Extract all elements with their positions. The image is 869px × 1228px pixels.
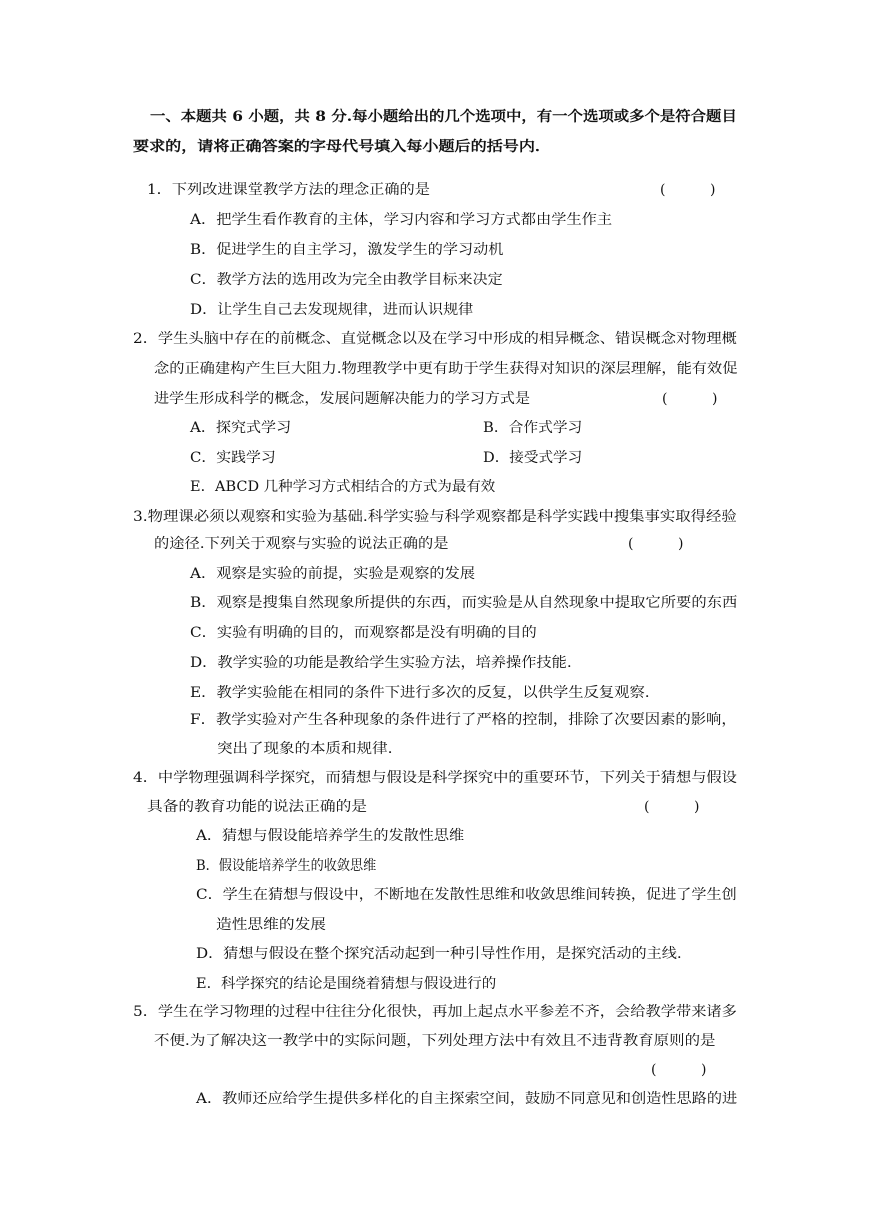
question-4-answer-blank[interactable]: ( ): [644, 799, 700, 815]
question-4-option-c-continued: 造性思维的发展: [216, 917, 326, 933]
question-3-stem-line-1: 3.物理课必须以观察和实验为基础.科学实验与科学观察都是科学实践中搜集事实取得经验: [133, 509, 737, 525]
question-1-option-d: D．让学生自己去发现规律，进而认识规律: [190, 302, 474, 318]
question-5-answer-blank[interactable]: ( ): [651, 1062, 707, 1078]
question-3-option-c: C．实验有明确的目的，而观察都是没有明确的目的: [190, 625, 537, 641]
question-3-option-a: A．观察是实验的前提，实验是观察的发展: [190, 566, 476, 582]
question-2-stem-line-3: 进学生形成科学的概念，发展问题解决能力的学习方式是: [154, 391, 530, 407]
question-2-option-e: E．ABCD 几种学习方式相结合的方式为最有效: [190, 479, 496, 495]
question-5-option-a: A．教师还应给学生提供多样化的自主探索空间，鼓励不同意见和创造性思路的进: [196, 1091, 738, 1107]
question-4-option-e: E．科学探究的结论是围绕着猜想与假设进行的: [196, 976, 497, 992]
question-3-option-b: B．观察是搜集自然现象所提供的东西，而实验是从自然现象中提取它所要的东西: [190, 595, 738, 611]
question-4-option-c: C．学生在猜想与假设中，不断地在发散性思维和收敛思维间转换，促进了学生创: [196, 887, 737, 903]
instructions-line-2: 要求的，请将正确答案的字母代号填入每小题后的括号内．: [133, 139, 551, 155]
question-3-stem-line-2: 的途径.下列关于观察与实验的说法正确的是: [154, 536, 449, 552]
question-2-option-a: A．探究式学习: [190, 420, 292, 436]
question-1-option-a: A．把学生看作教育的主体，学习内容和学习方式都由学生作主: [190, 212, 613, 228]
question-2-stem-line-1: 2．学生头脑中存在的前概念、直觉概念以及在学习中形成的相异概念、错误概念对物理概: [133, 331, 737, 347]
question-2-option-d: D．接受式学习: [483, 450, 583, 466]
question-2-option-c: C．实践学习: [190, 450, 276, 466]
question-1-option-b: B．促进学生的自主学习，激发学生的学习动机: [190, 242, 504, 258]
question-1-stem: 1．下列改进课堂教学方法的理念正确的是: [147, 182, 430, 198]
question-4-option-a: A．猜想与假设能培养学生的发散性思维: [196, 828, 465, 844]
question-3-option-f: F．教学实验对产生各种现象的条件进行了严格的控制，排除了次要因素的影响，: [190, 712, 737, 728]
question-4-stem-line-1: 4．中学物理强调科学探究，而猜想与假设是科学探究中的重要环节，下列关于猜想与假设: [133, 770, 737, 786]
question-5-stem-line-2: 不便.为了解决这一教学中的实际问题，下列处理方法中有效且不违背教育原则的是: [154, 1033, 716, 1049]
instructions-line-1: 一、本题共 6 小题，共 8 分.每小题给出的几个选项中，有一个选项或多个是符合题目: [150, 109, 737, 125]
question-3-option-e: E．教学实验能在相同的条件下进行多次的反复，以供学生反复观察.: [190, 685, 650, 701]
question-1-option-c: C．教学方法的选用改为完全由教学目标来决定: [190, 272, 503, 288]
question-4-option-b: B．假设能培养学生的收敛思维: [196, 858, 377, 874]
question-5-stem-line-1: 5．学生在学习物理的过程中往往分化很快，再加上起点水平参差不齐，会给教学带来诸多: [133, 1004, 737, 1020]
question-4-option-d: D．猜想与假设在整个探究活动起到一种引导性作用，是探究活动的主线.: [196, 946, 682, 962]
question-3-option-d: D．教学实验的功能是教给学生实验方法，培养操作技能.: [190, 655, 572, 671]
question-2-option-b: B．合作式学习: [483, 420, 583, 436]
question-4-stem-line-2: 具备的教育功能的说法正确的是: [147, 799, 367, 815]
question-3-option-f-continued: 突出了现象的本质和规律.: [217, 741, 393, 757]
question-3-answer-blank[interactable]: ( ): [628, 536, 684, 552]
question-1-answer-blank[interactable]: ( ): [660, 182, 716, 198]
question-2-answer-blank[interactable]: ( ): [662, 391, 718, 407]
question-2-stem-line-2: 念的正确建构产生巨大阻力.物理教学中更有助于学生获得对知识的深层理解，能有效促: [154, 361, 738, 377]
